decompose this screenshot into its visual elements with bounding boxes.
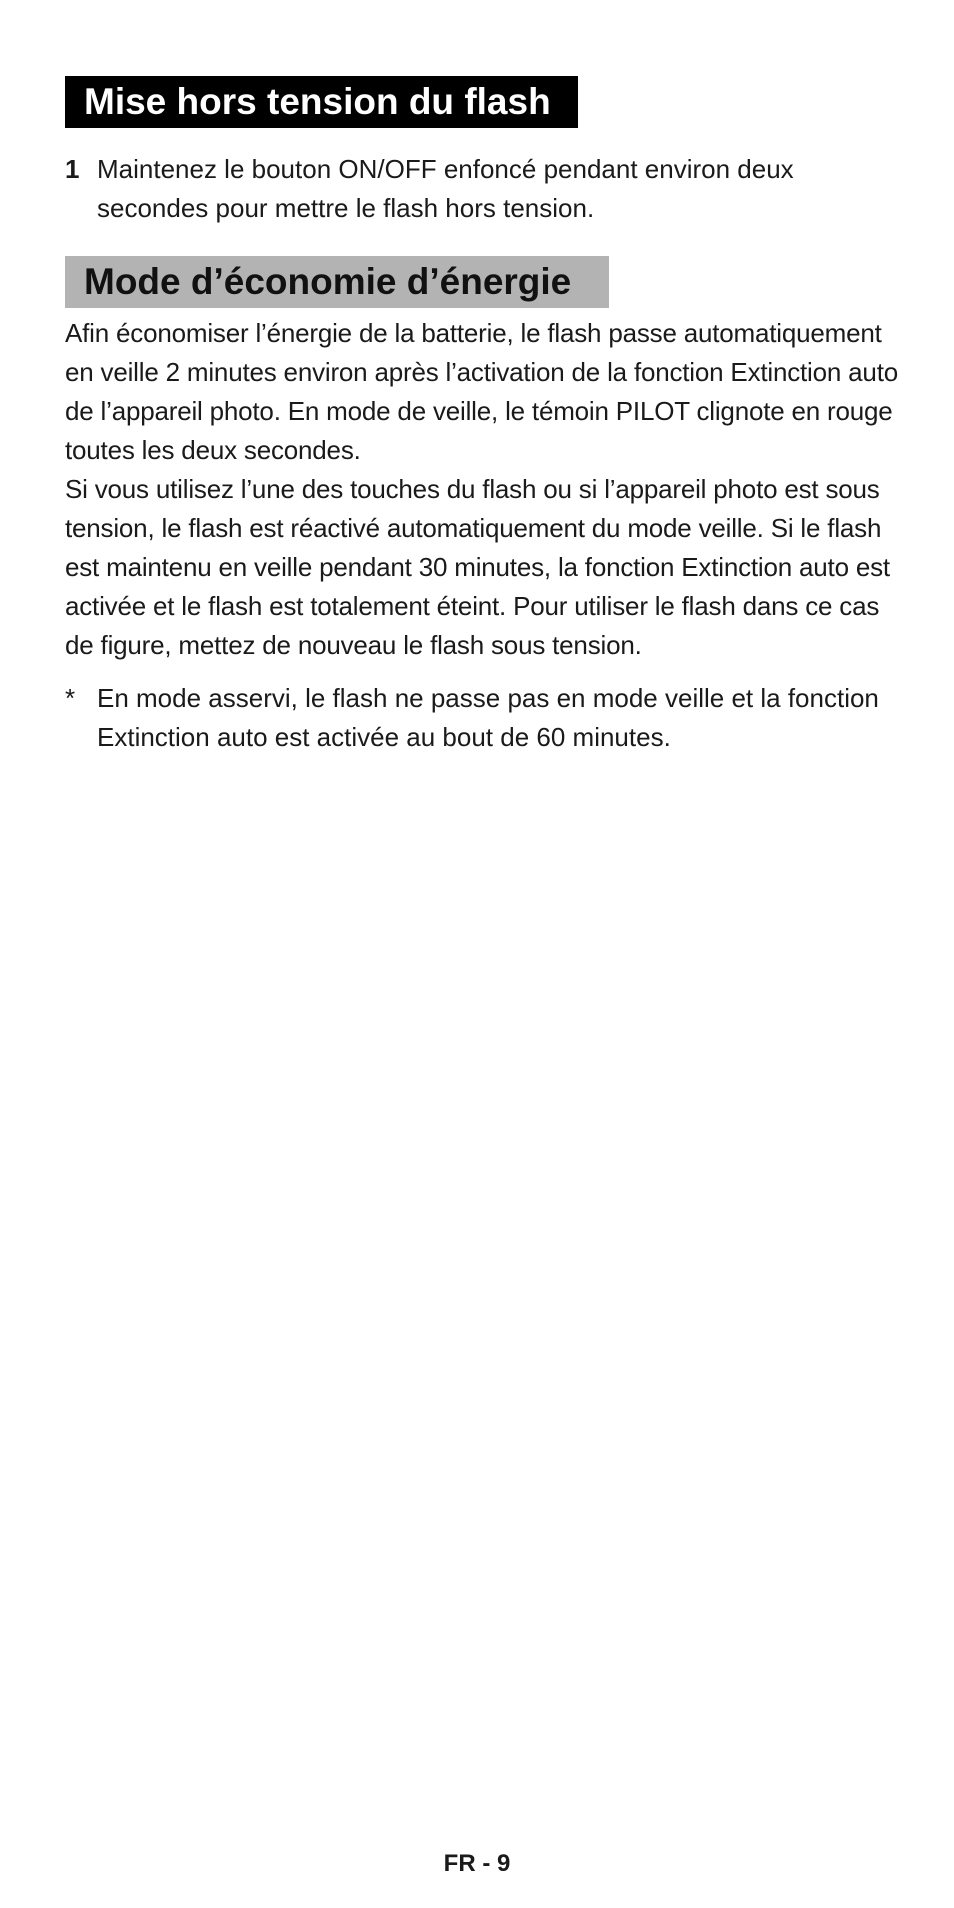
energy-saving-section [65, 256, 910, 757]
footnote [65, 679, 910, 757]
step-number: 1 [65, 154, 80, 184]
paragraph-auto-off: Si vous utilisez l’une des touches du flash ou si l’appareil photo est sous tension, le flash est réactivé automatiquement du mode veille. Si le flash est maintenu en veille pendant 30 minutes, la fonction Extinction auto est activée et le flash est totalement éteint. Pour utiliser le flash dans ce cas de figure, mettez de nouveau le flash sous tension. [65, 474, 890, 660]
section-heading-power-off: Mise hors tension du flash [65, 76, 578, 128]
step-text: Maintenez le bouton ON/OFF enfoncé pendant environ deux secondes pour mettre le flash hors tension. [97, 154, 794, 223]
energy-saving-body [65, 314, 910, 665]
section-heading-energy-saving: Mode d’économie d’énergie [65, 256, 609, 308]
footnote-text: En mode asservi, le flash ne passe pas en mode veille et la fonction Extinction auto est activée au bout de 60 minutes. [97, 683, 879, 752]
step-item [65, 150, 910, 228]
page-number: FR - 9 [443, 1850, 511, 1877]
footnote-mark: * [65, 683, 76, 713]
paragraph-standby: Afin économiser l’énergie de la batterie, le flash passe automatiquement en veille 2 minutes environ après l’activation de la fonction Extinction auto de l’appareil photo. En mode de veille, le témoin PILOT clignote en rouge toutes les deux secondes. [65, 318, 898, 465]
page-content [65, 76, 910, 757]
